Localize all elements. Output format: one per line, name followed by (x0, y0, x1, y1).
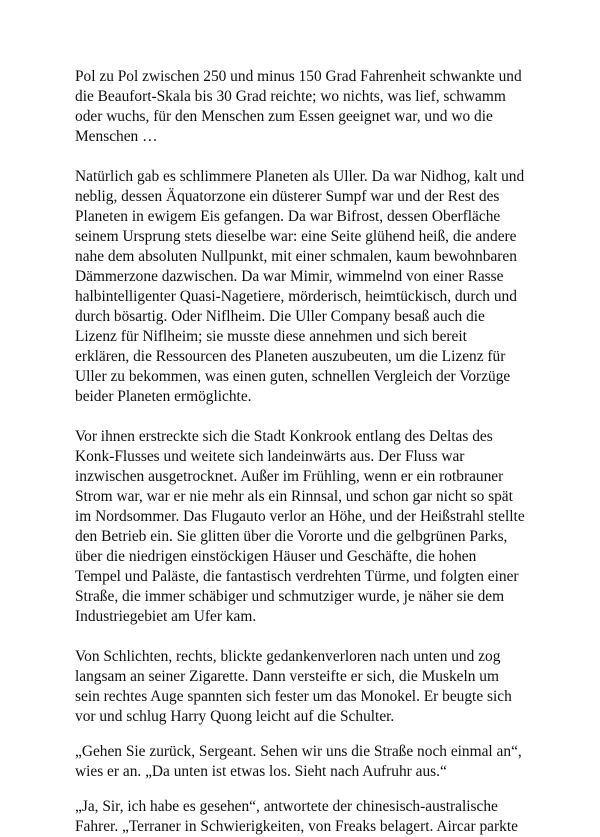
paragraph-1: Pol zu Pol zwischen 250 und minus 150 Grad Fahrenheit schwankte und die Beaufort-Skala bis 30 Grad reichte; wo nichts, was lief, schwamm oder wuchs, für den Menschen zum Essen geeignet war, und wo die Menschen … (75, 68, 522, 145)
paragraph-5: „Gehen Sie zurück, Sergeant. Sehen wir uns die Straße noch einmal an“, wies er an. „Da unten ist etwas los. Sieht nach Aufruhr aus.“ (75, 743, 522, 780)
paragraph-3: Vor ihnen erstreckte sich die Stadt Konkrook entlang des Deltas des Konk-Flusses und weitete sich landeinwärts aus. Der Fluss war inzwischen ausgetrocknet. Außer im Frühling, wenn er ein rotbrauner Strom war, war er nie mehr als ein Rinnsal, und schon gar nicht so spät im Nordsommer. Das Flugauto verlor an Höhe, und der Heißstrahl stellte den Betrieb ein. Sie glitten über die Vororte und die gelbgrünen Parks, über die niedrigen einstöckigen Häuser und Geschäfte, die hohen Tempel und Paläste, die fantastisch verdrehten Türme, und folgten einer Straße, die immer schäbiger und schmutziger wurde, je näher sie dem Industriegebiet am Ufer kam. (75, 428, 525, 625)
paragraph-6: „Ja, Sir, ich habe es gesehen“, antwortete der chinesisch-australische Fahrer. „Terraner in Schwierigkeiten, von Freaks belagert. Aircar parkte (75, 798, 518, 835)
paragraph-2: Natürlich gab es schlimmere Planeten als Uller. Da war Nidhog, kalt und neblig, dessen Äquatorzone ein düsterer Sumpf war und der Rest des Planeten in ewigem Eis gefangen. Da war Bifrost, dessen Oberfläche seinem Ursprung stets dieselbe war: eine Seite glühend heiß, die andere nahe dem absoluten Nullpunkt, mit einer schmalen, kaum bewohnbaren Dämmerzone dazwischen. Da war Mimir, wimmelnd von einer Rasse halbintelligenter Quasi-Nagetiere, mörderisch, heimtückisch, durch und durch bösartig. Oder Niflheim. Die Uller Company besaß auch die Lizenz für Niflheim; sie musste diese annehmen und sich bereit erklären, die Ressourcen des Planeten auszubeuten, um die Lizenz für Uller zu bekommen, was einen guten, schnellen Vergleich der Vorzüge beider Planeten ermöglichte. (75, 168, 525, 405)
paragraph-4: Von Schlichten, rechts, blickte gedankenverloren nach unten und zog langsam an seiner Zigarette. Dann versteifte er sich, die Muskeln um sein rechtes Auge spannten sich fester um das Monokel. Er beugte sich vor und schlug Harry Quong leicht auf die Schulter. (75, 648, 512, 725)
